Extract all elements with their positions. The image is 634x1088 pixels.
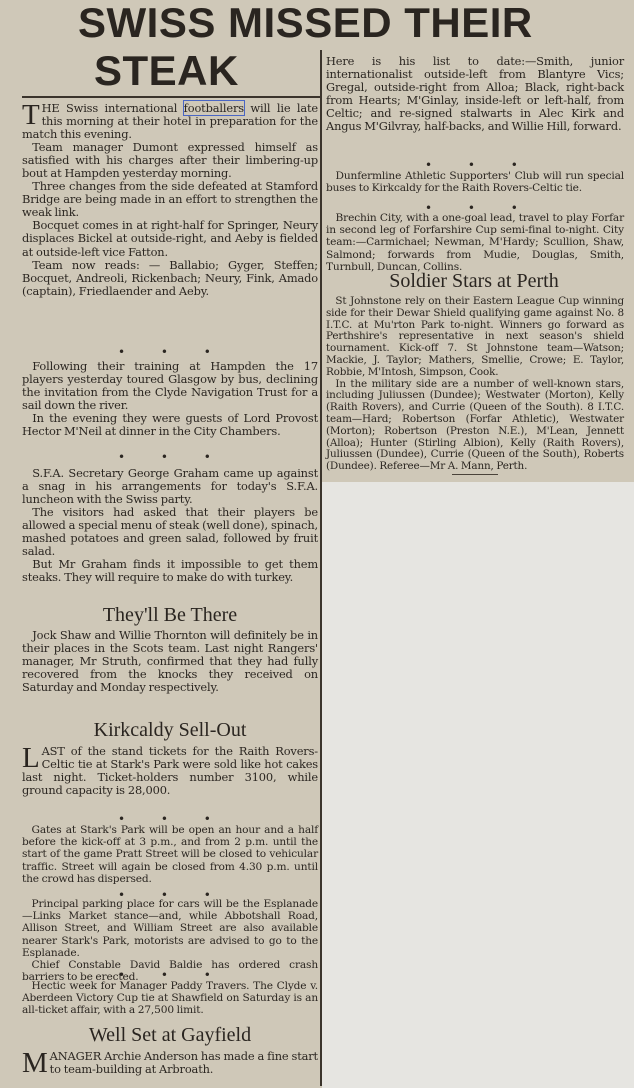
section-dots: • • • xyxy=(425,201,534,215)
story-clyde xyxy=(22,980,318,1017)
story-perth xyxy=(326,296,624,473)
paragraph: Three changes from the side defeated at Stamford Bridge are being made in an effort to strengthen the weak link. xyxy=(22,179,318,220)
story-training xyxy=(22,360,318,438)
blank-background xyxy=(322,482,634,1088)
drop-cap: L xyxy=(22,742,40,774)
paragraph: In the evening they were guests of Lord Provost Hector M'Neil at dinner in the City Chambers. xyxy=(22,411,318,439)
section-dots: • • • xyxy=(118,888,227,902)
drop-cap: M xyxy=(22,1047,48,1079)
section-dots: • • • xyxy=(118,812,227,826)
story-brechin xyxy=(326,212,624,273)
headline-rule xyxy=(22,96,320,98)
paragraph: In the military side are a number of well-known stars, including Juliussen (Dundee); Westwater (Morton), Kelly (Raith Rovers), and Currie (Queen of the South). 8 I.T.C. team—Hard; Robertson (Forfar Athletic), Westwater (Morton); Robertson (Preston N.E.), M'Lean, Jennett (Alloa); Hunter (Stirling Albion), Kelly (Raith Rovers), Juliussen (Dundee), Currie (Queen of the South), Roberts (Dundee). Referee—Mr A. Mann, Perth. xyxy=(326,377,624,473)
story-steak xyxy=(22,467,318,584)
paragraph: Dunfermline Athletic Supporters' Club will run special buses to Kirkcaldy for the Raith Rovers-Celtic tie. xyxy=(326,170,624,195)
paragraph: LAST of the stand tickets for the Raith Rovers-Celtic tie at Stark's Park were sold like hot cakes last night. Ticket-holders number 3100, while ground capacity is 28,000. xyxy=(22,742,318,798)
end-rule xyxy=(452,474,498,475)
story-gates xyxy=(22,824,318,885)
paragraph: MANAGER Archie Anderson has made a fine start to team-building at Arbroath. xyxy=(22,1047,318,1079)
paragraph: Bocquet comes in at right-half for Springer, Neury displaces Bickel at outside-right, and Aeby is fielded at outside-left vice Fatton. xyxy=(22,218,318,259)
story-dunfermline xyxy=(326,170,624,194)
story-theyll-be-there xyxy=(22,629,318,694)
story-kirkcaldy xyxy=(22,742,318,798)
subhead-soldier-stars-at-perth: Soldier Stars at Perth xyxy=(389,270,559,292)
paragraph: Jock Shaw and Willie Thornton will definitely be in their places in the Scots team. Last night Rangers' manager, Mr Struth, confirmed that they had fully recovered from the knocks they received on Saturday and Monday respectively. xyxy=(22,628,318,695)
headline-line-2: STEAK xyxy=(94,47,239,94)
section-dots: • • • xyxy=(118,345,227,359)
paragraph: Here is his list to date:—Smith, junior internationalist outside-left from Blantyre Vics; Gregal, outside-right from Alloa; Black, right-back from Hearts; M'Ginlay, inside-left or left-half, from Celtic; and re-signed stalwarts in Alec Kirk and Angus M'Gilvray, half-backs, and Willie Hill, forward. xyxy=(326,54,624,134)
story-arbroath-list xyxy=(326,55,624,133)
subhead-kirkcaldy-sell-out: Kirkcaldy Sell-Out xyxy=(93,719,247,741)
paragraph: Hectic week for Manager Paddy Travers. The Clyde v. Aberdeen Victory Cup tie at Shawfield on Saturday is an all-ticket affair, with a 27,500 limit. xyxy=(22,980,318,1017)
paragraph: Principal parking place for cars will be the Esplanade—Links Market stance—and, while Abbotshall Road, Allison Street, and William Street are also available nearer Stark's Park, motorists are advised to go to the Esplanade. xyxy=(22,898,318,959)
paragraph: Brechin City, with a one-goal lead, travel to play Forfar in second leg of Forfarshire Cup semi-final to-night. City team:—Carmichael; Newman, M'Hardy; Scullion, Shaw, Salmond; forwards from Mudie, Douglas, Smith, Turnbull, Duncan, Collins. xyxy=(326,212,624,273)
paragraph: St Johnstone rely on their Eastern League Cup winning side for their Dewar Shield qualifying game against No. 8 I.T.C. at Mu'rton Park to-night. Winners go forward as Perthshire's representative in next season's shield tournament. Kick-off 7. St Johnstone team—Watson; Mackie, J. Taylor; Mathers, Smellie, Crowe; E. Taylor, Robbie, M'Intosh, Simpson, Cook. xyxy=(326,295,624,378)
story-main xyxy=(22,99,318,298)
section-dots: • • • xyxy=(425,158,534,172)
paragraph: Following their training at Hampden the 17 players yesterday toured Glasgow by bus, declining the invitation from the Clyde Navigation Trust for a sail down the river. xyxy=(22,359,318,413)
section-dots: • • • xyxy=(118,450,227,464)
story-gayfield xyxy=(22,1047,318,1079)
subhead-well-set-at-gayfield: Well Set at Gayfield xyxy=(88,1024,252,1046)
subhead-theyll-be-there: They'll Be There xyxy=(102,604,238,626)
headline-line-1: SWISS MISSED THEIR xyxy=(78,0,533,46)
paragraph: Chief Constable David Baldie has ordered crash barriers to be erected. xyxy=(22,959,318,984)
paragraph: THE Swiss international footballers will lie late this morning at their hotel in preparation for the match this evening. xyxy=(22,99,318,142)
column-rule xyxy=(320,50,322,1086)
paragraph: Team manager Dumont expressed himself as satisfied with his charges after their limbering-up bout at Hampden yesterday morning. xyxy=(22,140,318,181)
paragraph: Gates at Stark's Park will be open an hour and a half before the kick-off at 3 p.m., and from 2 p.m. until the start of the game Pratt Street will be closed to vehicular traffic. Street will again be closed from 4.30 p.m. until the crowd has dispersed. xyxy=(22,824,318,885)
paragraph: The visitors had asked that their players be allowed a special menu of steak (well done), spinach, mashed potatoes and green salad, followed by fruit salad. xyxy=(22,505,318,559)
paragraph: Team now reads: — Ballabio; Gyger, Steffen; Bocquet, Andreoli, Rickenbach; Neury, Fink, Amado (captain), Friedlaender and Aeby. xyxy=(22,257,318,298)
drop-cap: T xyxy=(22,99,40,131)
section-dots: • • • xyxy=(118,968,227,982)
paragraph: But Mr Graham finds it impossible to get them steaks. They will require to make do with turkey. xyxy=(22,557,318,585)
paragraph: S.F.A. Secretary George Graham came up against a snag in his arrangements for today's S.F.A. luncheon with the Swiss party. xyxy=(22,466,318,507)
highlighted-word[interactable]: footballers xyxy=(183,101,244,115)
